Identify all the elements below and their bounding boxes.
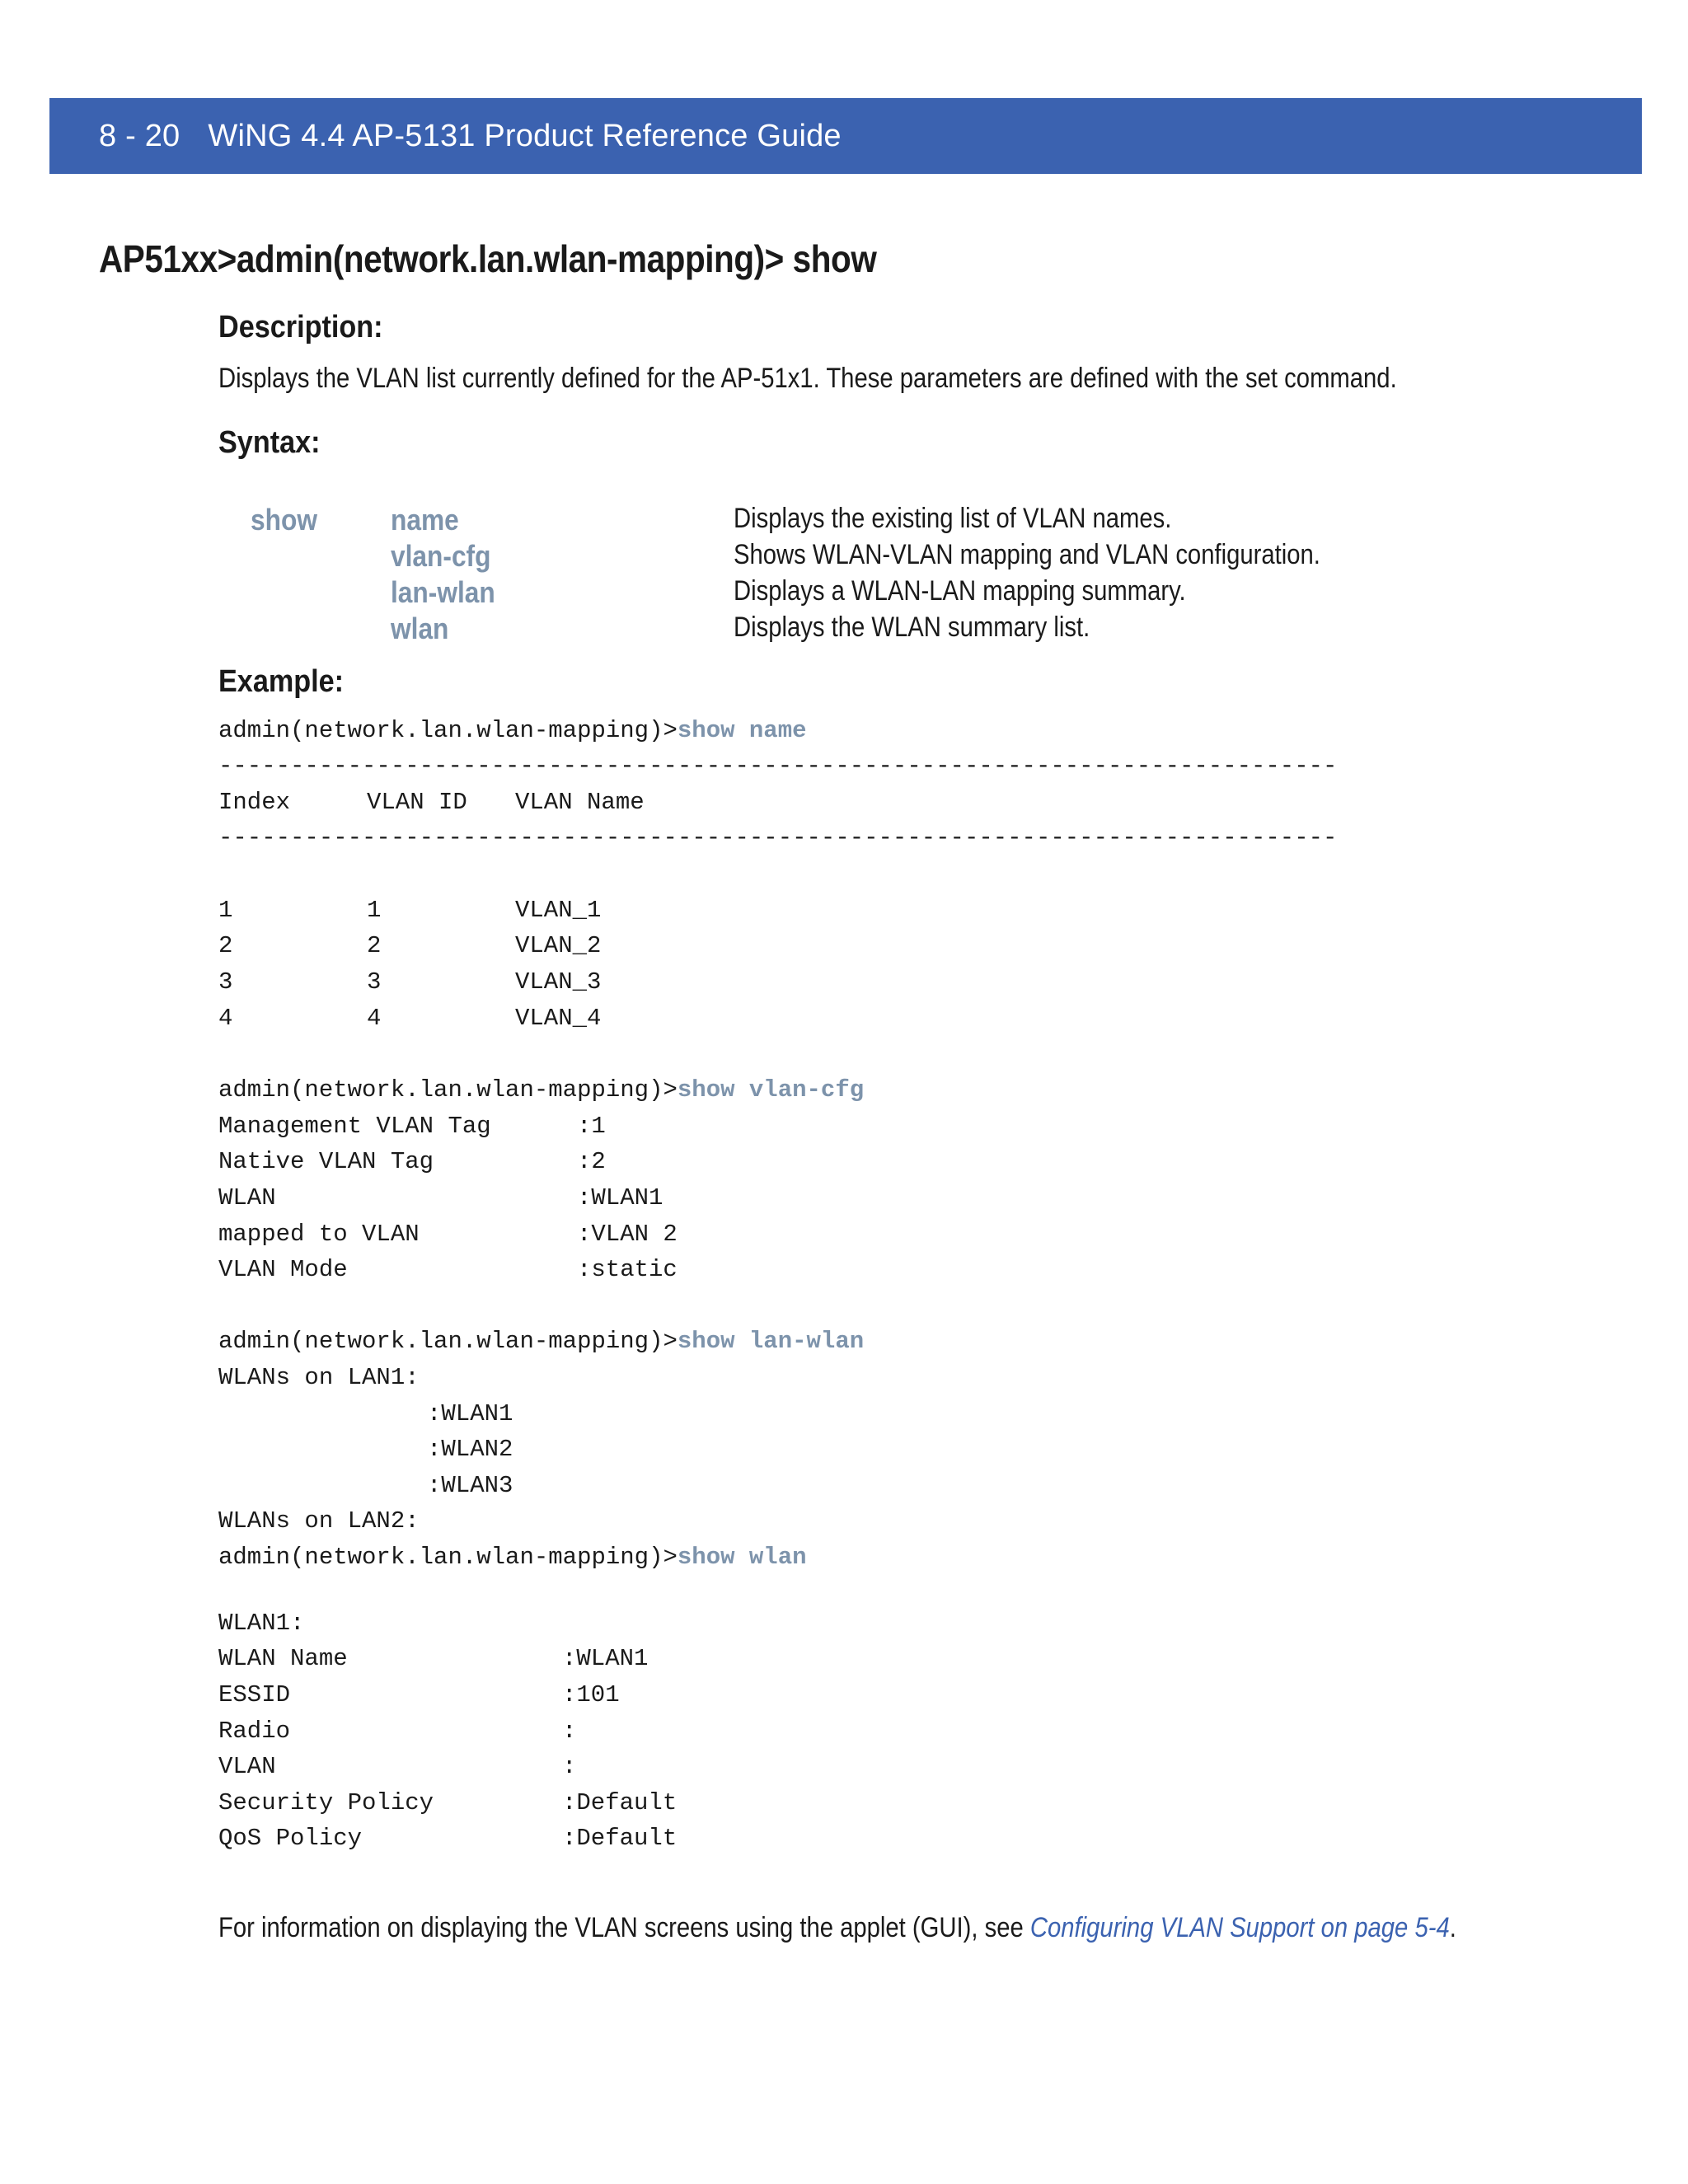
vlan-support-link[interactable]: Configuring VLAN Support on page 5-4 <box>1029 1912 1450 1943</box>
syntax-arg-vlan-cfg: vlan-cfg <box>391 539 491 573</box>
config-value: :2 <box>577 1148 606 1175</box>
config-label: WLAN <box>218 1184 276 1212</box>
prompt: admin(network.lan.wlan-mapping)> <box>218 1076 678 1104</box>
command-show-vlan-cfg: show vlan-cfg <box>677 1076 865 1104</box>
lan1-wlan-item: :WLAN2 <box>427 1436 513 1463</box>
description-text: Displays the VLAN list currently defined for the AP-51x1. These parameters are defined with the set command. <box>218 363 1397 394</box>
syntax-heading: Syntax: <box>218 425 321 460</box>
wlan-label: ESSID <box>218 1681 291 1708</box>
config-label: VLAN Mode <box>218 1256 348 1283</box>
table-cell: 2 <box>218 932 233 959</box>
lan1-label: WLANs on LAN1: <box>218 1364 420 1391</box>
table-cell: VLAN_3 <box>515 968 602 996</box>
table-cell: 1 <box>218 897 233 924</box>
wlan-title: WLAN1: <box>218 1610 305 1637</box>
command-show-name: show name <box>677 717 807 744</box>
table-cell: VLAN_4 <box>515 1005 602 1032</box>
lan2-label: WLANs on LAN2: <box>218 1507 420 1535</box>
guide-title: WiNG 4.4 AP-5131 Product Reference Guide <box>208 118 842 153</box>
config-value: :1 <box>577 1113 606 1140</box>
column-header-vlan-name: VLAN Name <box>515 789 645 816</box>
command-title: AP51xx>admin(network.lan.wlan-mapping)> show <box>99 237 877 280</box>
table-cell: 3 <box>367 968 382 996</box>
footer-note-text: For information on displaying the VLAN screens using the applet (GUI), see <box>218 1912 1030 1943</box>
wlan-label: QoS Policy <box>218 1825 363 1852</box>
config-label: Native VLAN Tag <box>218 1148 434 1175</box>
footer-note <box>218 1912 1456 1944</box>
prompt: admin(network.lan.wlan-mapping)> <box>218 717 678 744</box>
config-label: mapped to VLAN <box>218 1221 420 1248</box>
table-cell: 4 <box>218 1005 233 1032</box>
wlan-value: :WLAN1 <box>562 1645 649 1672</box>
wlan-value: :101 <box>562 1681 620 1708</box>
prompt: admin(network.lan.wlan-mapping)> <box>218 1544 678 1571</box>
syntax-arg-lan-wlan: lan-wlan <box>391 575 495 609</box>
table-cell: 2 <box>367 932 382 959</box>
lan1-wlan-item: :WLAN1 <box>427 1400 513 1427</box>
config-label: Management VLAN Tag <box>218 1113 491 1140</box>
syntax-desc-wlan: Displays the WLAN summary list. <box>734 612 1090 643</box>
wlan-label: WLAN Name <box>218 1645 348 1672</box>
table-cell: 4 <box>367 1005 382 1032</box>
footer-note-trailing: . <box>1449 1912 1456 1943</box>
page-header <box>49 98 1642 174</box>
wlan-value: : <box>562 1753 577 1780</box>
lan1-wlan-item: :WLAN3 <box>427 1472 513 1499</box>
config-value: :static <box>577 1256 678 1283</box>
table-cell: VLAN_2 <box>515 932 602 959</box>
column-header-index: Index <box>218 789 291 816</box>
table-divider: ------------------------------------------------------------------------------ <box>218 752 1338 780</box>
config-value: :WLAN1 <box>577 1184 663 1212</box>
description-heading: Description: <box>218 310 383 344</box>
prompt: admin(network.lan.wlan-mapping)> <box>218 1328 678 1355</box>
example-command-line <box>218 1544 807 1571</box>
syntax-desc-lan-wlan: Displays a WLAN-LAN mapping summary. <box>734 575 1186 607</box>
config-value: :VLAN 2 <box>577 1221 678 1248</box>
syntax-desc-name: Displays the existing list of VLAN names. <box>734 503 1172 534</box>
wlan-label: VLAN <box>218 1753 276 1780</box>
wlan-label: Radio <box>218 1718 291 1745</box>
wlan-label: Security Policy <box>218 1789 434 1816</box>
syntax-arg-name: name <box>391 503 459 537</box>
example-command-line <box>218 1076 864 1104</box>
wlan-value: :Default <box>562 1825 678 1852</box>
table-cell: VLAN_1 <box>515 897 602 924</box>
table-cell: 1 <box>367 897 382 924</box>
column-header-vlan-id: VLAN ID <box>367 789 467 816</box>
syntax-desc-vlan-cfg: Shows WLAN-VLAN mapping and VLAN configuration. <box>734 539 1320 570</box>
table-divider: ------------------------------------------------------------------------------ <box>218 824 1338 851</box>
example-heading: Example: <box>218 664 345 699</box>
example-command-line <box>218 1328 864 1355</box>
example-command-line <box>218 717 807 744</box>
page-number: 8 - 20 <box>99 118 181 153</box>
command-show-lan-wlan: show lan-wlan <box>677 1328 865 1355</box>
syntax-command: show <box>251 503 317 537</box>
syntax-arg-wlan: wlan <box>391 612 449 645</box>
wlan-value: : <box>562 1718 577 1745</box>
wlan-value: :Default <box>562 1789 678 1816</box>
table-cell: 3 <box>218 968 233 996</box>
command-show-wlan: show wlan <box>677 1544 807 1571</box>
